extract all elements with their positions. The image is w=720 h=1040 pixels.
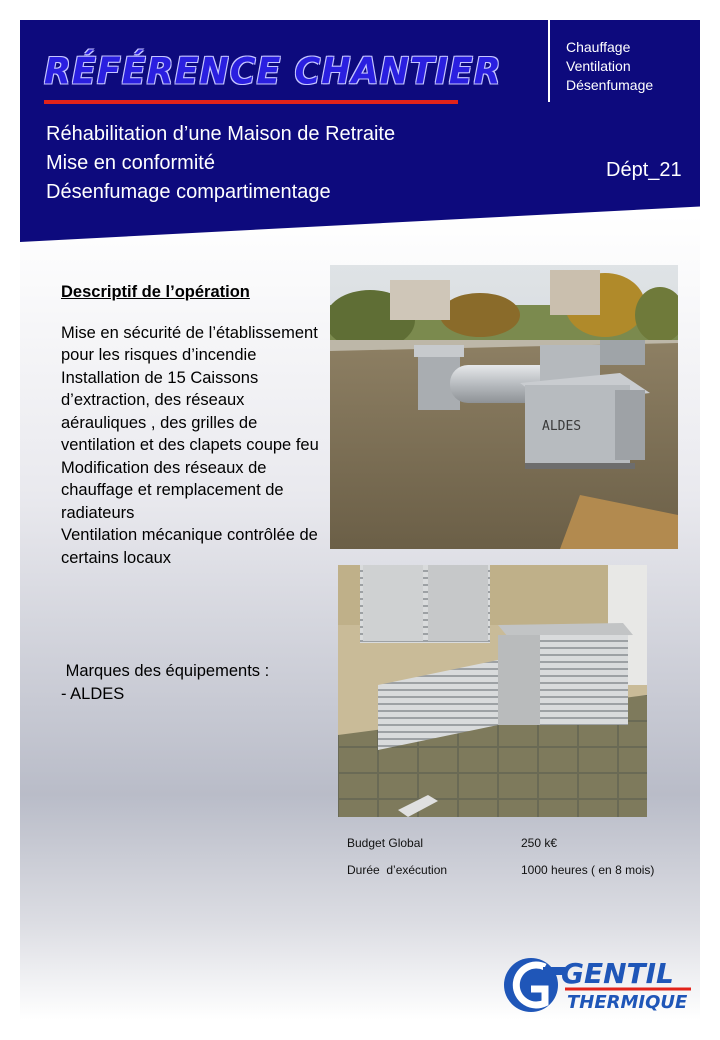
description-paragraph: Mise en sécurité de l’établissement pour les risques d’incendie <box>61 323 318 364</box>
rooftop-photo <box>330 265 678 549</box>
logo-word-2: THERMIQUE <box>567 992 688 1013</box>
brands-heading: Marques des équipements : <box>61 662 270 680</box>
service-item: Ventilation <box>566 58 631 74</box>
description-paragraph: Ventilation mécanique contrôlée de certains locaux <box>61 526 318 567</box>
service-item: Chauffage <box>566 39 631 55</box>
equipment-brands <box>61 660 269 705</box>
grille-photo <box>338 565 647 817</box>
project-line: Mise en conformité <box>46 152 215 174</box>
title-underline <box>44 100 458 104</box>
description-paragraph: Modification des réseaux de chauffage et remplacement de radiateurs <box>61 458 284 522</box>
service-item: Désenfumage <box>566 77 654 93</box>
rooftop-photo-image <box>330 265 678 549</box>
budget-label: Budget Global <box>347 836 424 850</box>
budget-summary <box>347 836 677 890</box>
brand-item: - ALDES <box>61 684 125 703</box>
budget-row <box>347 836 677 863</box>
project-line: Désenfumage compartimentage <box>46 181 331 203</box>
department-label: Dépt_21 <box>606 159 682 181</box>
page-title: RÉFÉRENCE CHANTIER <box>44 51 502 93</box>
gentil-thermique-logo <box>503 953 693 1017</box>
duration-row <box>347 863 677 890</box>
description-paragraph: Installation de 15 Caissons d’extraction, des réseaux aérauliques , des grilles de ventilation et des clapets coupe feu <box>61 368 319 454</box>
project-line: Réhabilitation d’une Maison de Retraite <box>46 123 396 145</box>
budget-value: 250 k€ <box>521 836 558 850</box>
company-logo-icon <box>503 953 693 1017</box>
services-list <box>566 38 653 95</box>
project-summary <box>46 120 395 207</box>
duration-label: Durée d’exécution <box>347 863 448 877</box>
grille-photo-image <box>338 565 647 817</box>
description-heading: Descriptif de l’opération <box>61 283 250 301</box>
unit-label: ALDES <box>542 419 582 434</box>
logo-word-1: GENTIL <box>561 957 674 990</box>
duration-value: 1000 heures ( en 8 mois) <box>521 863 655 877</box>
operation-description <box>61 281 321 569</box>
header-divider <box>548 20 550 102</box>
